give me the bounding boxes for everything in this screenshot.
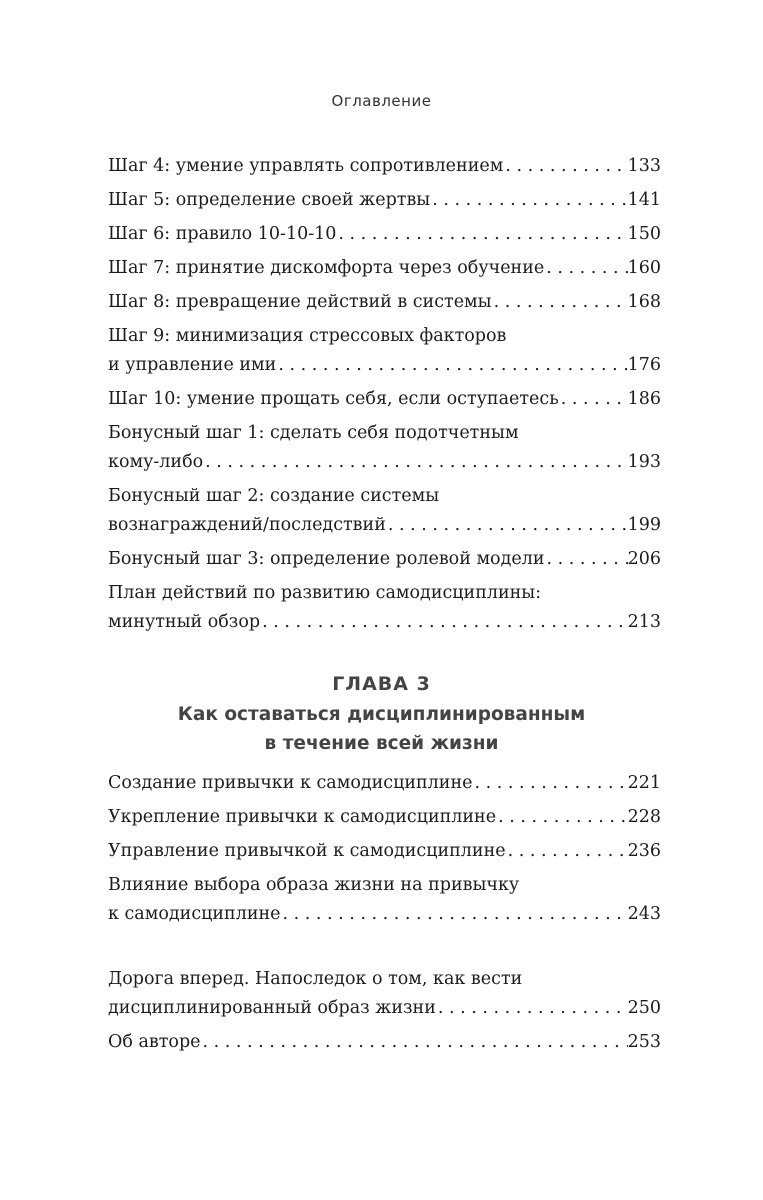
toc-entry-title: Шаг 9: минимизация стрессовых факторов [108, 326, 507, 346]
toc-entry-line [108, 965, 661, 994]
toc-entry-line [108, 254, 661, 283]
chapter-label: ГЛАВА 3 [332, 673, 431, 695]
toc-entry-line [108, 608, 661, 637]
toc-entry-title: и управление ими [108, 355, 277, 375]
toc-entry-line [108, 322, 661, 351]
toc-entry-title: дисциплинированный образ жизни [108, 998, 436, 1018]
toc-entry [108, 1028, 661, 1057]
toc-entry-line [108, 448, 661, 477]
toc-entry-title: Бонусный шаг 2: создание системы [108, 486, 440, 506]
dot-leader [544, 254, 627, 283]
toc-entry-page-number: 141 [627, 190, 661, 210]
dot-leader [559, 385, 628, 414]
toc-entry-line [108, 1028, 661, 1057]
toc-entry [108, 288, 661, 317]
dot-leader [545, 545, 628, 574]
toc-entry-page-number: 253 [627, 1032, 661, 1052]
toc-entry-line [108, 837, 661, 866]
toc-entry-title: Укрепление привычки к самодисциплине [108, 807, 497, 827]
toc-entry-page-number: 206 [627, 549, 661, 569]
dot-leader [496, 803, 628, 832]
toc-entry [108, 837, 661, 866]
toc-entry-title: вознаграждений/последствий [108, 515, 386, 535]
chapter-heading [0, 668, 763, 758]
toc-entry-line [108, 419, 661, 448]
toc-entry-line [108, 803, 661, 832]
dot-leader [472, 769, 627, 798]
dot-leader [492, 288, 628, 317]
toc-list [108, 769, 661, 934]
toc-entry [108, 965, 661, 1023]
toc-entry-line [108, 186, 661, 215]
dot-leader [506, 837, 628, 866]
toc-entry [108, 385, 661, 414]
toc-entry-title: План действий по развитию самодисциплины: [108, 583, 542, 603]
toc-entry-title: Управление привычкой к самодисциплине [108, 841, 506, 861]
toc-entry-title: Шаг 10: умение прощать себя, если оступаетесь [108, 389, 559, 409]
dot-leader [430, 186, 627, 215]
toc-entry-line [108, 900, 661, 929]
toc-entry [108, 254, 661, 283]
toc-entry [108, 186, 661, 215]
dot-leader [436, 994, 628, 1023]
toc-entry [108, 322, 661, 380]
toc-entry-page-number: 228 [627, 807, 661, 827]
toc-entry-page-number: 176 [627, 355, 661, 375]
toc-entry-title: Шаг 4: умение управлять сопротивлением [108, 156, 504, 176]
toc-entry-title: Влияние выбора образа жизни на привычку [108, 875, 520, 895]
running-head: Оглавление [331, 92, 432, 110]
toc-list [108, 152, 661, 642]
dot-leader [336, 220, 627, 249]
toc-entry-page-number: 186 [627, 389, 661, 409]
toc-entry-line [108, 511, 661, 540]
toc-entry-line [108, 769, 661, 798]
toc-entry [108, 220, 661, 249]
chapter-title-line-1: Как оставаться дисциплинированным [177, 704, 586, 725]
toc-entry-line [108, 288, 661, 317]
toc-entry [108, 579, 661, 637]
dot-leader [281, 900, 628, 929]
toc-entry-page-number: 236 [627, 841, 661, 861]
toc-entry-line [108, 871, 661, 900]
toc-entry-title: Об авторе [108, 1032, 201, 1052]
toc-entry-page-number: 221 [627, 773, 661, 793]
toc-entry-page-number: 250 [627, 998, 661, 1018]
toc-entry [108, 419, 661, 477]
toc-entry [108, 769, 661, 798]
toc-entry [108, 803, 661, 832]
toc-entry-title: Дорога вперед. Напоследок о том, как вести [108, 969, 523, 989]
toc-entry [108, 871, 661, 929]
dot-leader [386, 511, 628, 540]
toc-entry-page-number: 160 [627, 258, 661, 278]
toc-entry-page-number: 243 [627, 904, 661, 924]
toc-entry-title: Бонусный шаг 3: определение ролевой модели [108, 549, 545, 569]
toc-entry-line [108, 220, 661, 249]
toc-entry [108, 482, 661, 540]
toc-entry-page-number: 133 [627, 156, 661, 176]
toc-entry-page-number: 193 [627, 452, 661, 472]
dot-leader [503, 152, 627, 181]
toc-entry [108, 545, 661, 574]
toc-entry-line [108, 994, 661, 1023]
toc-entry-page-number: 213 [627, 612, 661, 632]
toc-entry-line [108, 351, 661, 380]
dot-leader [203, 448, 627, 477]
toc-entry-title: минутный обзор [108, 612, 261, 632]
toc-entry-title: к самодисциплине [108, 904, 281, 924]
toc-entry-line [108, 545, 661, 574]
toc-entry-title: Шаг 8: превращение действий в системы [108, 292, 492, 312]
toc-entry-title: кому-либо [108, 452, 204, 472]
toc-entry-line [108, 152, 661, 181]
toc-entry-line [108, 385, 661, 414]
toc-entry-page-number: 150 [627, 224, 661, 244]
toc-entry-page-number: 168 [627, 292, 661, 312]
toc-entry-title: Шаг 6: правило 10-10-10 [108, 224, 337, 244]
toc-entry-title: Шаг 5: определение своей жертвы [108, 190, 431, 210]
toc-entry [108, 152, 661, 181]
dot-leader [276, 351, 627, 380]
toc-entry-title: Создание привычки к самодисциплине [108, 773, 473, 793]
toc-entry-title: Шаг 7: принятие дискомфорта через обучение [108, 258, 545, 278]
dot-leader [201, 1028, 628, 1057]
toc-entry-title: Бонусный шаг 1: сделать себя подотчетным [108, 423, 519, 443]
dot-leader [260, 608, 628, 637]
chapter-title-line-2: в течение всей жизни [264, 733, 499, 754]
toc-entry-line [108, 579, 661, 608]
toc-entry-line [108, 482, 661, 511]
toc-entry-page-number: 199 [627, 515, 661, 535]
toc-list [108, 965, 661, 1062]
